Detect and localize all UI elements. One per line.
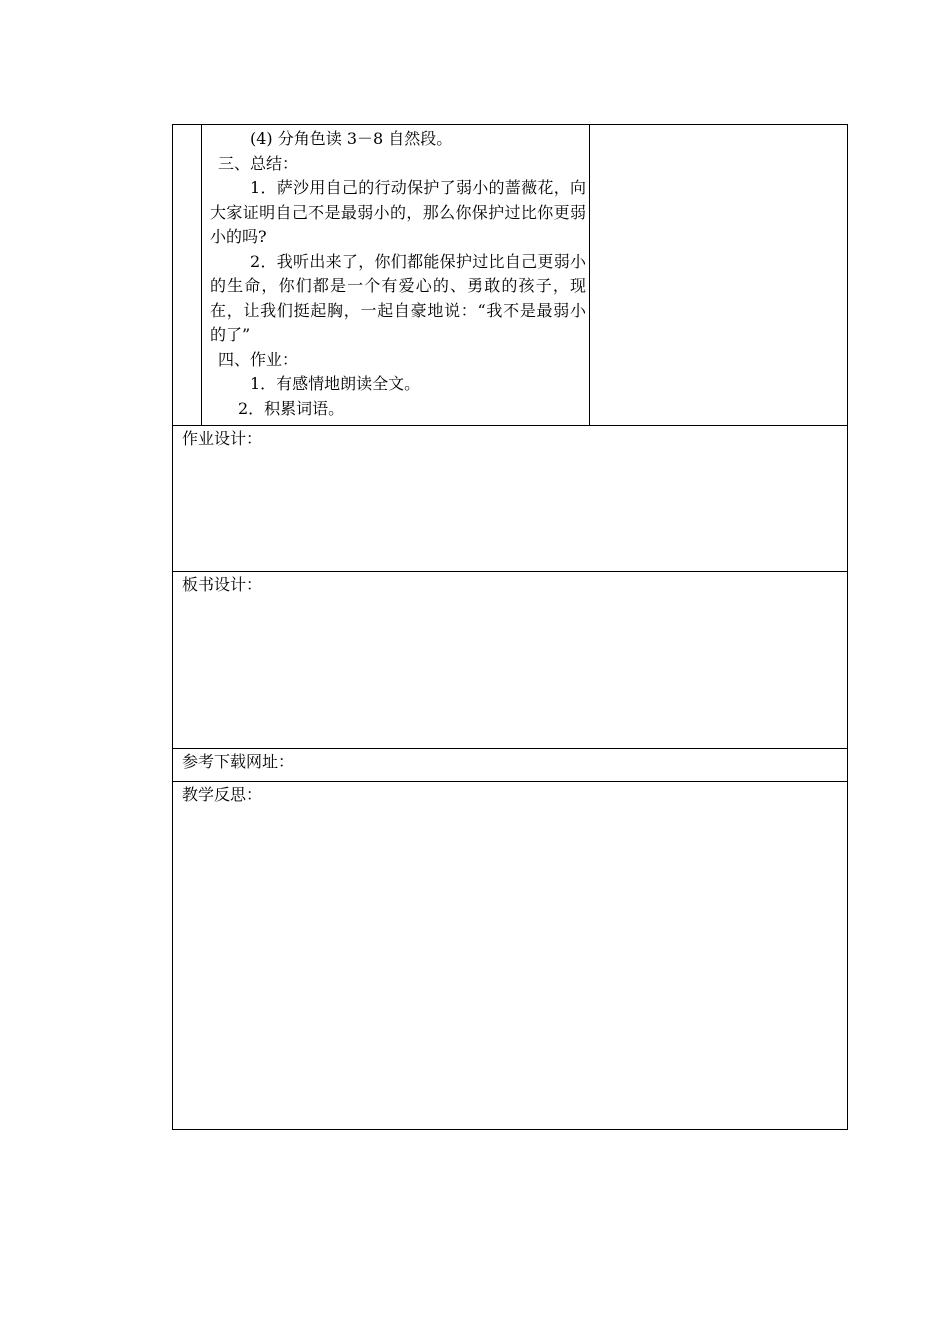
step-index-cell [173,125,202,425]
homework-design-label: 作业设计： [182,429,263,448]
lesson-line-summary-1: 1．萨沙用自己的行动保护了弱小的蔷薇花，向大家证明自己不是最弱小的，那么你保护过比你更弱小的吗? [210,178,586,246]
board-design-section [173,572,847,749]
lesson-heading-homework: 四、作业： [218,349,299,369]
board-design-label: 板书设计： [182,575,263,594]
reference-url-label: 参考下载网址： [182,752,295,771]
lesson-line-summary-2: 2．我听出来了，你们都能保护过比自己更弱小的生命，你们都是一个有爱心的、勇敢的孩子，现在，让我们挺起胸，一起自豪地说：“我不是最弱小的了” [210,251,586,344]
teaching-reflection-label: 教学反思： [182,785,263,804]
lesson-line-role-reading: (4) 分角色读 3－8 自然段。 [250,129,453,148]
lesson-line-homework-1: 1．有感情地朗读全文。 [250,374,421,393]
lesson-line-homework-2: 2．积累词语。 [238,398,345,418]
homework-design-section [173,426,847,572]
lesson-steps-row [173,125,847,426]
lesson-plan-table [172,124,848,1130]
teaching-reflection-section [173,782,847,1129]
lesson-content [210,127,586,421]
reference-url-section [173,749,847,782]
lesson-heading-summary: 三、总结： [218,153,299,173]
lesson-content-cell [202,125,590,425]
notes-cell [590,125,847,425]
